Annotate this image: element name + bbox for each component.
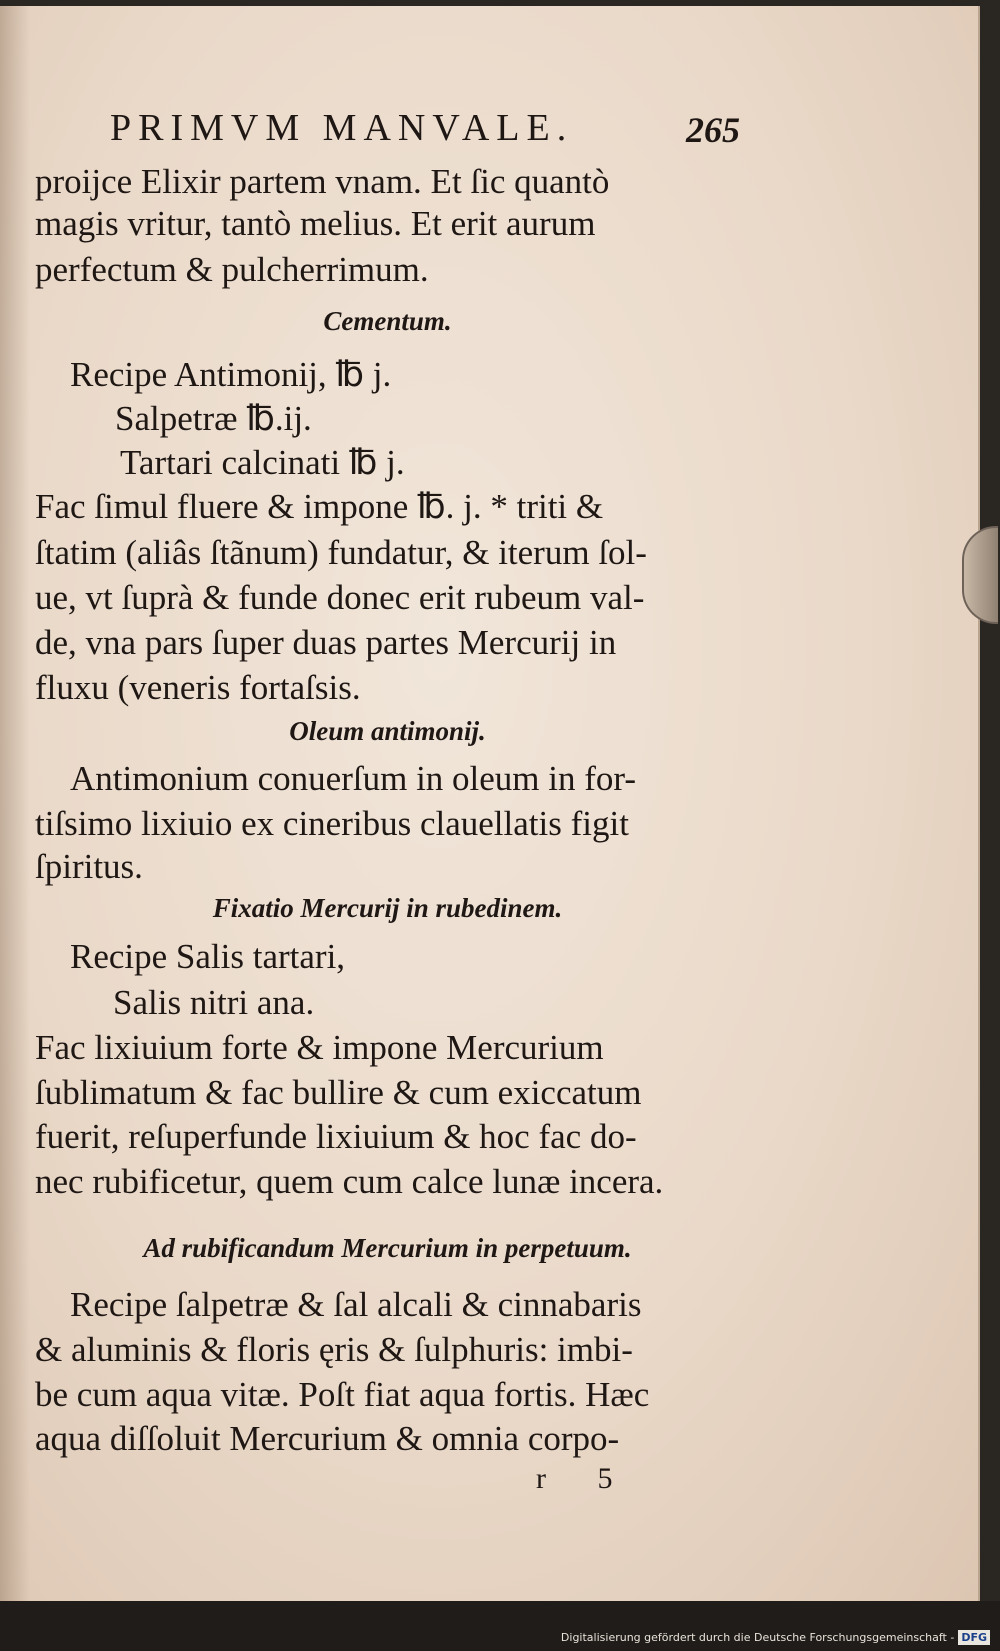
text-line: ſtatim (aliâs ſtãnum) fundatur, & iterum ſol-: [35, 533, 647, 572]
text-line: aqua diſſoluit Mercurium & omnia corpo-: [35, 1419, 620, 1458]
dfg-logo: DFG: [958, 1630, 990, 1645]
page-gutter-shadow: [0, 6, 30, 1604]
text-line: Recipe Antimonij, ℔ j.: [70, 355, 392, 394]
text-line: nec rubificetur, quem cum calce lunæ incera.: [35, 1162, 664, 1201]
text-line: tiſsimo lixiuio ex cineribus clauellatis figit: [35, 804, 629, 843]
text-line: fluxu (veneris fortaſsis.: [35, 668, 361, 707]
book-page: [0, 6, 980, 1604]
page-number: 265: [686, 110, 740, 150]
section-heading: Oleum antimonij.: [289, 716, 486, 746]
text-line: de, vna pars ſuper duas partes Mercurij in: [35, 623, 617, 662]
text-line: ue, vt ſuprà & funde donec erit rubeum val-: [35, 578, 645, 617]
section-heading: Fixatio Mercurij in rubedinem.: [212, 893, 563, 923]
text-line: ſublimatum & fac bullire & cum exiccatum: [35, 1073, 642, 1112]
text-line: Tartari calcinati ℔ j.: [120, 443, 405, 482]
book-clasp: [962, 526, 998, 624]
body-text: [30, 6, 745, 1506]
text-line: Salis nitri ana.: [113, 983, 315, 1022]
running-head: PRIMVM MANVALE.: [110, 107, 574, 149]
text-line: proijce Elixir partem vnam. Et ſic quantò: [35, 162, 610, 201]
text-line: perfectum & pulcherrimum.: [35, 250, 429, 289]
signature-mark: r 5: [536, 1462, 635, 1495]
text-line: magis vritur, tantò melius. Et erit aurum: [35, 204, 596, 243]
credit-text: Digitalisierung gefördert durch die Deutsche Forschungsgemeinschaft -: [560, 1630, 955, 1644]
text-line: ſpiritus.: [35, 847, 143, 886]
section-heading: Ad rubificandum Mercurium in perpetuum.: [143, 1233, 632, 1263]
section-heading: Cementum.: [323, 306, 452, 336]
text-line: Recipe Salis tartari,: [70, 937, 346, 976]
text-line: & aluminis & floris ęris & ſulphuris: imbi-: [35, 1330, 633, 1369]
text-line: be cum aqua vitæ. Poſt fiat aqua fortis. Hæc: [35, 1375, 650, 1414]
digitization-credit: [557, 1628, 994, 1646]
text-line: Fac lixiuium forte & impone Mercurium: [35, 1028, 604, 1067]
text-line: Salpetræ ℔.ij.: [115, 399, 312, 438]
text-line: Fac ſimul fluere & impone ℔. j. * triti &: [35, 487, 604, 526]
text-line: Recipe ſalpetræ & ſal alcali & cinnabaris: [70, 1285, 642, 1324]
text-line: Antimonium conuerſum in oleum in for-: [70, 759, 637, 798]
text-line: fuerit, reſuperfunde lixiuium & hoc fac do-: [35, 1117, 637, 1156]
